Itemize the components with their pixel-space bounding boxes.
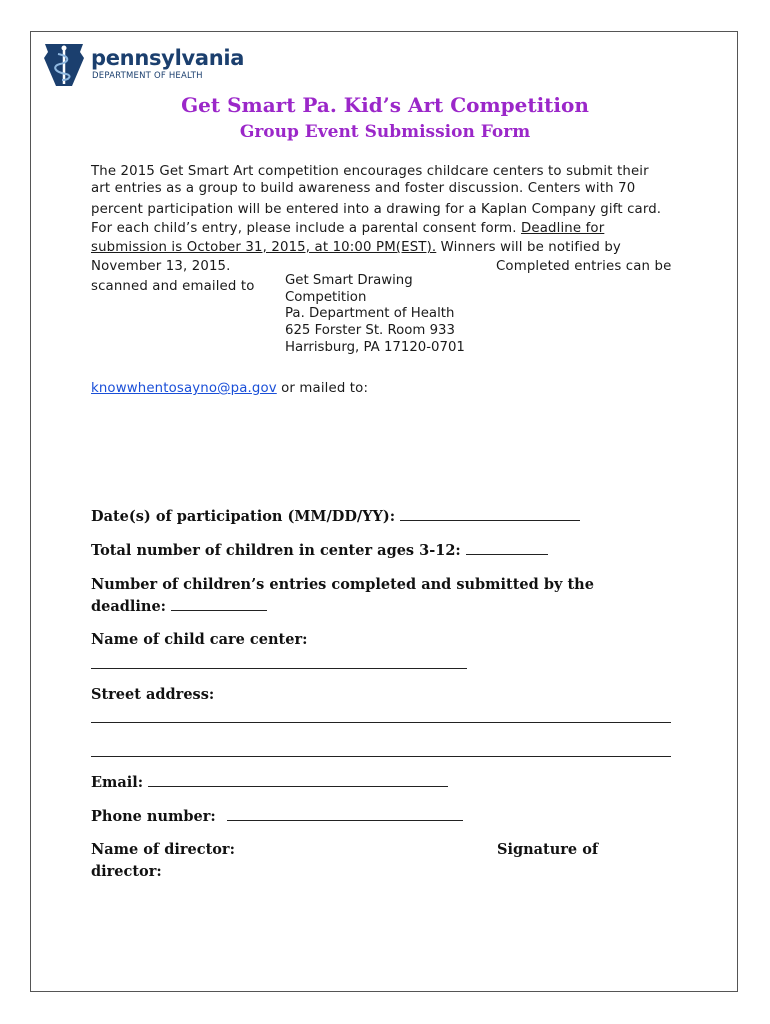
- email-field: [91, 774, 448, 791]
- completed-entries-text: Completed entries can be: [496, 259, 672, 274]
- deadline-text-end: submission is October 31, 2015, at 10:00 PM(EST).: [91, 240, 437, 255]
- intro-line-4: [91, 221, 604, 236]
- keystone-logo-icon: [42, 42, 86, 88]
- entries-field: [91, 598, 267, 615]
- page-title: Get Smart Pa. Kid’s Art Competition: [181, 93, 589, 117]
- street-address-input-line-2[interactable]: [91, 756, 671, 757]
- director-name-label: Name of director:: [91, 841, 235, 858]
- page-subtitle: Group Event Submission Form: [239, 122, 531, 142]
- total-children-label: Total number of children in center ages 3-12:: [91, 542, 461, 559]
- notify-date: November 13, 2015.: [91, 259, 231, 274]
- intro-line-1: The 2015 Get Smart Art competition encourages childcare centers to submit their: [91, 164, 649, 179]
- entries-label-line-1: Number of children’s entries completed and submitted by the: [91, 576, 594, 593]
- deadline-text-start: Deadline for: [521, 221, 605, 236]
- email-link[interactable]: knowwhentosayno@pa.gov: [91, 381, 277, 396]
- signature-label: Signature of: [497, 841, 599, 858]
- logo-department: DEPARTMENT OF HEALTH: [92, 71, 203, 81]
- dates-field: [91, 508, 580, 525]
- phone-label: Phone number:: [91, 808, 216, 825]
- entries-input-line[interactable]: [171, 598, 267, 611]
- dates-label: Date(s) of participation (MM/DD/YY):: [91, 508, 396, 525]
- address-line-1: Get Smart Drawing: [285, 273, 413, 288]
- total-children-input-line[interactable]: [466, 542, 548, 555]
- address-line-2: Competition: [285, 290, 367, 305]
- intro-line-2: art entries as a group to build awareness and foster discussion. Centers with 70: [91, 181, 636, 196]
- total-children-field: [91, 542, 548, 559]
- phone-field: [91, 808, 463, 825]
- email-label: Email:: [91, 774, 144, 791]
- street-address-input-line-1[interactable]: [91, 722, 671, 723]
- street-address-label: Street address:: [91, 686, 215, 703]
- logo-wordmark: pennsylvania: [91, 46, 245, 70]
- intro-line-5: [91, 240, 621, 255]
- address-line-5: Harrisburg, PA 17120-0701: [285, 340, 465, 355]
- mailed-to-text: or mailed to:: [276, 381, 369, 396]
- center-name-label: Name of child care center:: [91, 631, 308, 648]
- intro-line-4-text: For each child’s entry, please include a parental consent form.: [91, 221, 521, 236]
- entries-label-deadline: deadline:: [91, 598, 167, 615]
- center-name-input-line[interactable]: [91, 668, 467, 669]
- address-line-3: Pa. Department of Health: [285, 306, 455, 321]
- phone-input-line[interactable]: [227, 808, 463, 821]
- email-input-line[interactable]: [148, 774, 448, 787]
- winners-text: Winners will be notified by: [436, 240, 621, 255]
- director-label-continued: director:: [91, 863, 162, 880]
- intro-line-3: percent participation will be entered into a drawing for a Kaplan Company gift card.: [91, 202, 662, 217]
- address-line-4: 625 Forster St. Room 933: [285, 323, 455, 338]
- scanned-emailed-text: scanned and emailed to: [91, 279, 255, 294]
- email-contact-line: [91, 381, 368, 396]
- dates-input-line[interactable]: [400, 508, 580, 521]
